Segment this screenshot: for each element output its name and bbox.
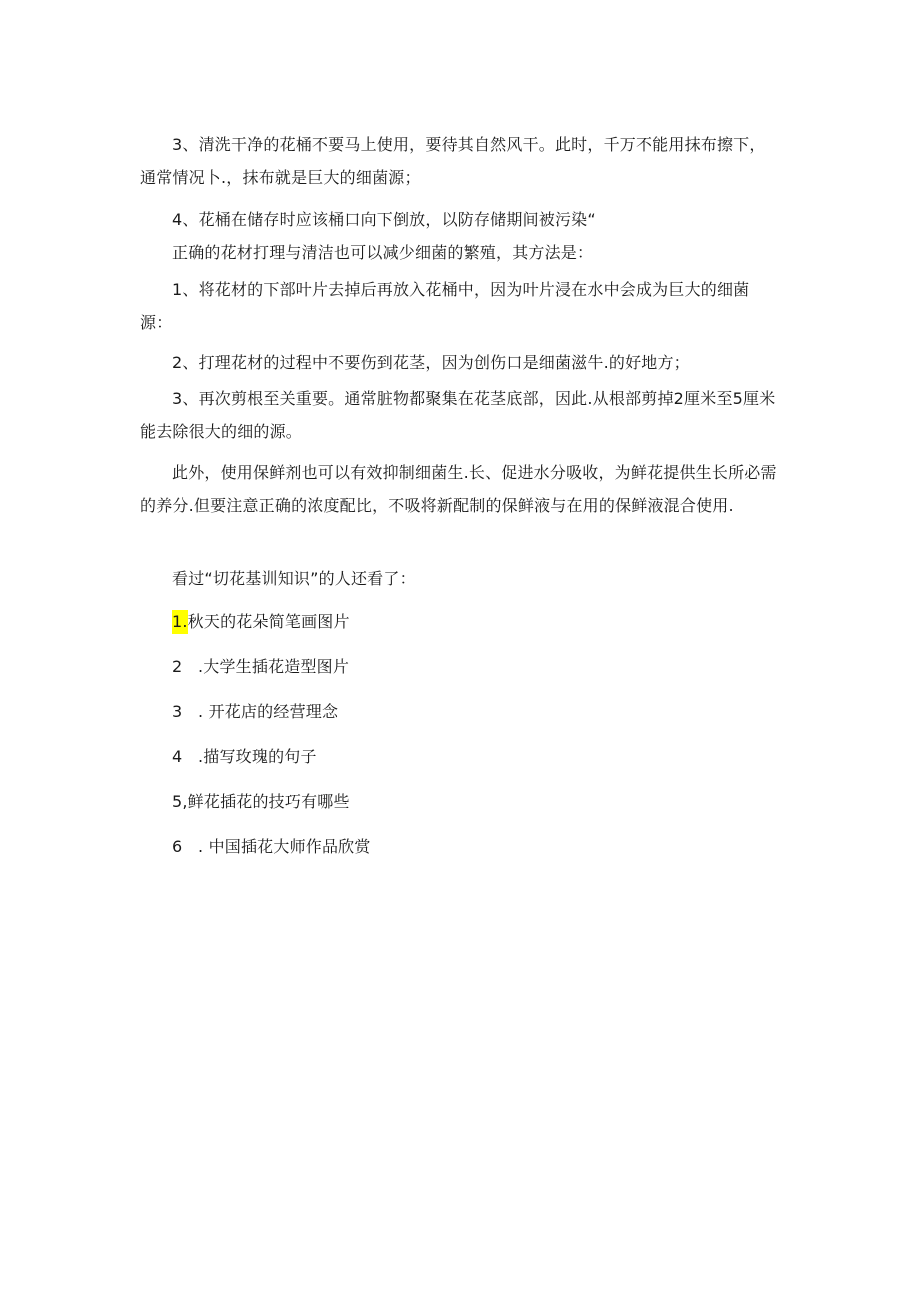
paragraph-protect-stem: 2、打理花材的过程中不要伤到花茎，因为创伤口是细菌滋牛.的好地方； [172,353,690,372]
related-item-number: 6 [172,837,183,856]
paragraph-bucket-storage: 4、花桶在储存时应该桶口向下倒放，以防存储期间被污染“ [172,210,596,229]
related-item-title: .描写玫瑰的句子 [198,747,317,766]
related-item[interactable] [172,700,338,724]
paragraph-clean-bucket-dry: 3、清洗干净的花桶不要马上使用，要待其自然风干。此时，千万不能用抹布擦下，通常情况卜.，抹布就是巨大的细菌源； [140,135,766,187]
related-item[interactable] [172,610,350,634]
related-item[interactable] [172,655,349,679]
related-heading: 看过“切花基训知识”的人还看了： [172,569,416,588]
related-item-number: 2 [172,657,183,676]
paragraph-method-intro: 正确的花材打理与清洁也可以减少细菌的繁殖，其方法是： [172,243,594,262]
related-item-title: . 开花店的经营理念 [198,702,339,721]
paragraph-preservative: 此外，使用保鲜剂也可以有效抑制细菌生.长、促进水分吸收，为鲜花提供生长所必需的养分.但要注意正确的浓度配比，不吸将新配制的保鲜液与在用的保鲜液混合使用. [140,463,777,515]
related-item-title: . 中国插花大师作品欣赏 [198,837,371,856]
related-item-number: 4 [172,747,183,766]
related-item-title: 秋天的花朵简笔画图片 [187,612,350,631]
related-item[interactable] [172,745,317,769]
related-item-number: 5, [172,792,188,811]
related-item[interactable] [172,835,371,859]
paragraph-recut-stem: 3、再次剪根至关重要。通常脏物都聚集在花茎底部，因此.从根部剪掉2厘米至5厘米能去除很大的细的源。 [140,389,776,441]
related-item-number: 1. [172,610,188,634]
related-item-number: 3 [172,702,183,721]
related-item[interactable] [172,790,350,814]
paragraph-remove-leaves: 1、将花材的下部叶片去掉后再放入花桶中，因为叶片浸在水中会成为巨大的细菌源： [140,280,750,332]
related-item-title: .大学生插花造型图片 [198,657,350,676]
related-item-title: 鲜花插花的技巧有哪些 [187,792,350,811]
